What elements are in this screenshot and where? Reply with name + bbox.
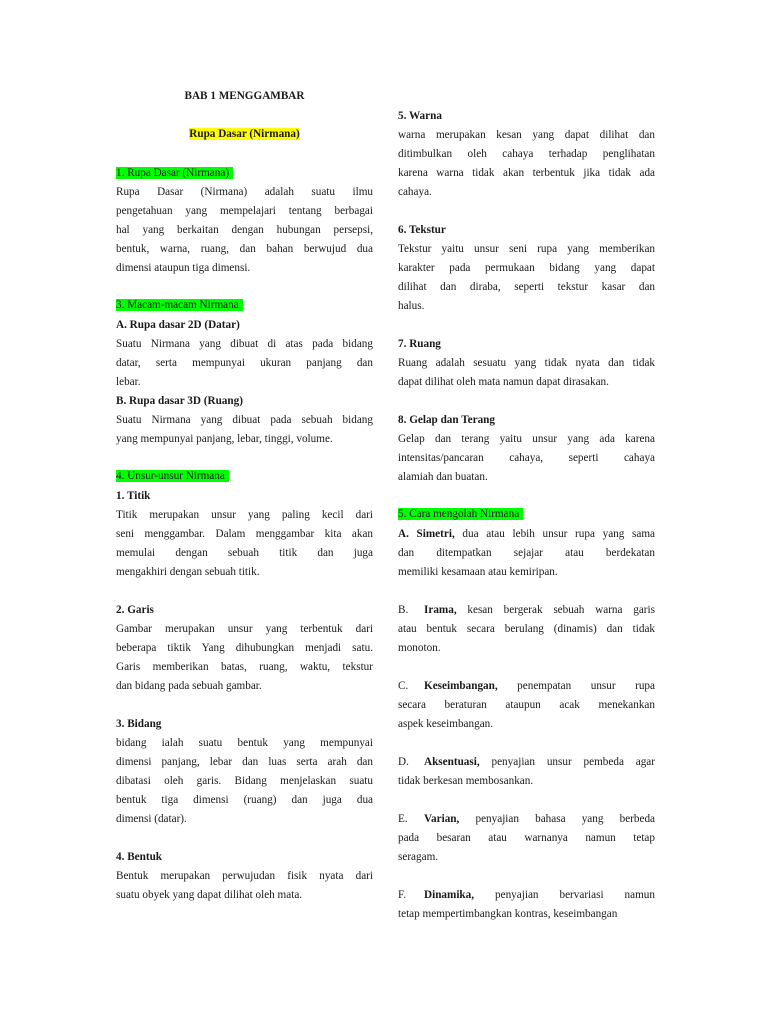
varian-first-line: penyajian bahasa yang berbeda bbox=[459, 813, 655, 825]
text-line: dibatasi oleh garis. Bidang menjelaskan suatu bbox=[116, 775, 373, 787]
gelap-terang-body bbox=[398, 430, 655, 487]
irama-letter: B. bbox=[398, 604, 409, 616]
text-line: Titik merupakan unsur yang paling kecil dari bbox=[116, 509, 373, 521]
section-3-heading: 3. Macam-macam Nirmana bbox=[116, 299, 243, 311]
text-line: dapat dilihat oleh mata namun dapat dirasakan. bbox=[398, 376, 609, 388]
text-line: bentuk, warna, ruang, dan bahan berwujud dua bbox=[116, 243, 373, 255]
text-line: intensitas/pancaran cahaya, seperti cahaya bbox=[398, 452, 655, 464]
text-line: bidang ialah suatu bentuk yang mempunyai bbox=[116, 737, 373, 749]
aksentuasi-first-line: penyajian unsur pembeda agar bbox=[479, 756, 655, 768]
simetri-label: A. Simetri, bbox=[398, 528, 455, 540]
text-line: Suatu Nirmana yang dibuat pada sebuah bidang bbox=[116, 414, 373, 426]
text-line: dan ditempatkan sejajar atau berdekatan bbox=[398, 547, 655, 559]
keseimbangan-body bbox=[398, 696, 655, 734]
warna-heading: 5. Warna bbox=[398, 110, 442, 122]
rupa-2d-body bbox=[116, 335, 373, 392]
aksentuasi-body bbox=[398, 772, 655, 791]
aksentuasi-item bbox=[398, 753, 655, 791]
bidang-body bbox=[116, 734, 373, 829]
text-line: aspek keseimbangan. bbox=[398, 718, 494, 730]
irama-item bbox=[398, 601, 655, 658]
dinamika-label: Dinamika, bbox=[424, 889, 475, 901]
dinamika-item bbox=[398, 886, 655, 924]
text-line: warna merupakan kesan yang dapat dilihat dan bbox=[398, 129, 655, 141]
text-line: memulai dengan sebuah titik dan juga bbox=[116, 547, 373, 559]
dinamika-first-line: penyajian bervariasi namun bbox=[474, 889, 655, 901]
text-line: lebar. bbox=[116, 376, 141, 388]
text-line: Gambar merupakan unsur yang terbentuk dari bbox=[116, 623, 373, 635]
warna-body bbox=[398, 126, 655, 202]
text-line: Gelap dan terang yaitu unsur yang ada karena bbox=[398, 433, 655, 445]
dinamika-body bbox=[398, 905, 655, 924]
bentuk-heading: 4. Bentuk bbox=[116, 851, 163, 863]
tekstur-body bbox=[398, 240, 655, 316]
section-1-heading: 1. Rupa Dasar (Nirmana) bbox=[116, 167, 233, 179]
section-1-body bbox=[116, 183, 373, 278]
simetri-body bbox=[398, 544, 655, 582]
text-line: Garis memberikan batas, ruang, waktu, tekstur bbox=[116, 661, 373, 673]
bentuk-body bbox=[116, 867, 373, 905]
text-line: monoton. bbox=[398, 642, 441, 654]
keseimbangan-letter: C. bbox=[398, 680, 409, 692]
keseimbangan-first-line: penempatan unsur rupa bbox=[497, 680, 655, 692]
text-line: suatu obyek yang dapat dilihat oleh mata. bbox=[116, 889, 303, 901]
rupa-3d-heading: B. Rupa dasar 3D (Ruang) bbox=[116, 395, 243, 407]
text-line: karena warna tidak akan terbentuk jika tidak ada bbox=[398, 167, 655, 179]
simetri-first-line: dua atau lebih unsur rupa yang sama bbox=[454, 528, 655, 540]
irama-body bbox=[398, 620, 655, 658]
varian-item bbox=[398, 810, 655, 867]
text-line: ditimbulkan oleh cahaya terhadap penglihatan bbox=[398, 148, 655, 160]
text-line: Suatu Nirmana yang dibuat di atas pada bidang bbox=[116, 338, 373, 350]
aksentuasi-letter: D. bbox=[398, 756, 409, 768]
text-line: yang mempunyai panjang, lebar, tinggi, volume. bbox=[116, 433, 333, 445]
chapter-title: BAB 1 MENGGAMBAR bbox=[184, 90, 305, 102]
irama-label: Irama, bbox=[424, 604, 457, 616]
text-line: dimensi (datar). bbox=[116, 813, 187, 825]
text-line: pengetahuan yang mempelajari tentang berbagai bbox=[116, 205, 373, 217]
text-line: halus. bbox=[398, 300, 425, 312]
text-line: dimensi ataupun tiga dimensi. bbox=[116, 262, 251, 274]
text-line: dimensi panjang, lebar dan luas serta arah dan bbox=[116, 756, 373, 768]
section-4-heading-wrap bbox=[116, 467, 373, 486]
text-line: alamiah dan buatan. bbox=[398, 471, 488, 483]
subtitle: Rupa Dasar (Nirmana) bbox=[189, 128, 300, 140]
titik-body bbox=[116, 506, 373, 582]
keseimbangan-label: Keseimbangan, bbox=[424, 680, 498, 692]
section-5-heading-wrap bbox=[398, 505, 655, 524]
titik-heading: 1. Titik bbox=[116, 490, 151, 502]
dinamika-letter: F. bbox=[398, 889, 407, 901]
rupa-2d-heading: A. Rupa dasar 2D (Datar) bbox=[116, 319, 240, 331]
garis-heading: 2. Garis bbox=[116, 604, 154, 616]
varian-label: Varian, bbox=[424, 813, 460, 825]
text-line: pada besaran atau warnanya namun tetap bbox=[398, 832, 655, 844]
simetri-item bbox=[398, 525, 655, 582]
ruang-body bbox=[398, 354, 655, 392]
text-line: tetap mempertimbangkan kontras, keseimbangan bbox=[398, 908, 618, 920]
section-4-heading: 4. Unsur-unsur Nirmana bbox=[116, 470, 229, 482]
irama-first-line: kesan bergerak sebuah warna garis bbox=[456, 604, 655, 616]
varian-body bbox=[398, 829, 655, 867]
aksentuasi-label: Aksentuasi, bbox=[424, 756, 480, 768]
bidang-heading: 3. Bidang bbox=[116, 718, 162, 730]
section-1-heading-wrap bbox=[116, 164, 373, 183]
garis-body bbox=[116, 620, 373, 696]
rupa-3d-body bbox=[116, 411, 373, 449]
text-line: Ruang adalah sesuatu yang tidak nyata dan tidak bbox=[398, 357, 655, 369]
section-3-heading-wrap bbox=[116, 296, 373, 315]
text-line: mengakhiri dengan sebuah titik. bbox=[116, 566, 260, 578]
text-line: dilihat dan diraba, seperti tekstur kasar dan bbox=[398, 281, 655, 293]
gelap-terang-heading: 8. Gelap dan Terang bbox=[398, 414, 495, 426]
section-5-heading: 5. Cara mengolah Nirmana bbox=[398, 508, 523, 520]
text-line: Tekstur yaitu unsur seni rupa yang memberikan bbox=[398, 243, 655, 255]
text-line: Bentuk merupakan perwujudan fisik nyata dari bbox=[116, 870, 373, 882]
text-line: atau bentuk secara berulang (dinamis) dan tidak bbox=[398, 623, 655, 635]
subtitle-wrap bbox=[116, 125, 373, 144]
keseimbangan-item bbox=[398, 677, 655, 734]
text-line: datar, serta mempunyai ukuran panjang dan bbox=[116, 357, 373, 369]
text-line: secara beraturan ataupun acak menekankan bbox=[398, 699, 655, 711]
text-line: memiliki kesamaan atau kemiripan. bbox=[398, 566, 558, 578]
tekstur-heading: 6. Tekstur bbox=[398, 224, 446, 236]
text-line: cahaya. bbox=[398, 186, 432, 198]
text-line: seragam. bbox=[398, 851, 439, 863]
text-line: bentuk tiga dimensi (ruang) dan juga dua bbox=[116, 794, 373, 806]
varian-letter: E. bbox=[398, 813, 408, 825]
text-line: hal yang berkaitan dengan hubungan persepsi, bbox=[116, 224, 373, 236]
text-line: seni menggambar. Dalam menggambar kita akan bbox=[116, 528, 373, 540]
text-line: Rupa Dasar (Nirmana) adalah suatu ilmu bbox=[116, 186, 373, 198]
text-line: beberapa tiktik Yang dihubungkan menjadi satu. bbox=[116, 642, 373, 654]
text-line: karakter pada permukaan bidang yang dapat bbox=[398, 262, 655, 274]
text-line: dan bidang pada sebuah gambar. bbox=[116, 680, 262, 692]
text-line: tidak berkesan membosankan. bbox=[398, 775, 534, 787]
ruang-heading: 7. Ruang bbox=[398, 338, 441, 350]
